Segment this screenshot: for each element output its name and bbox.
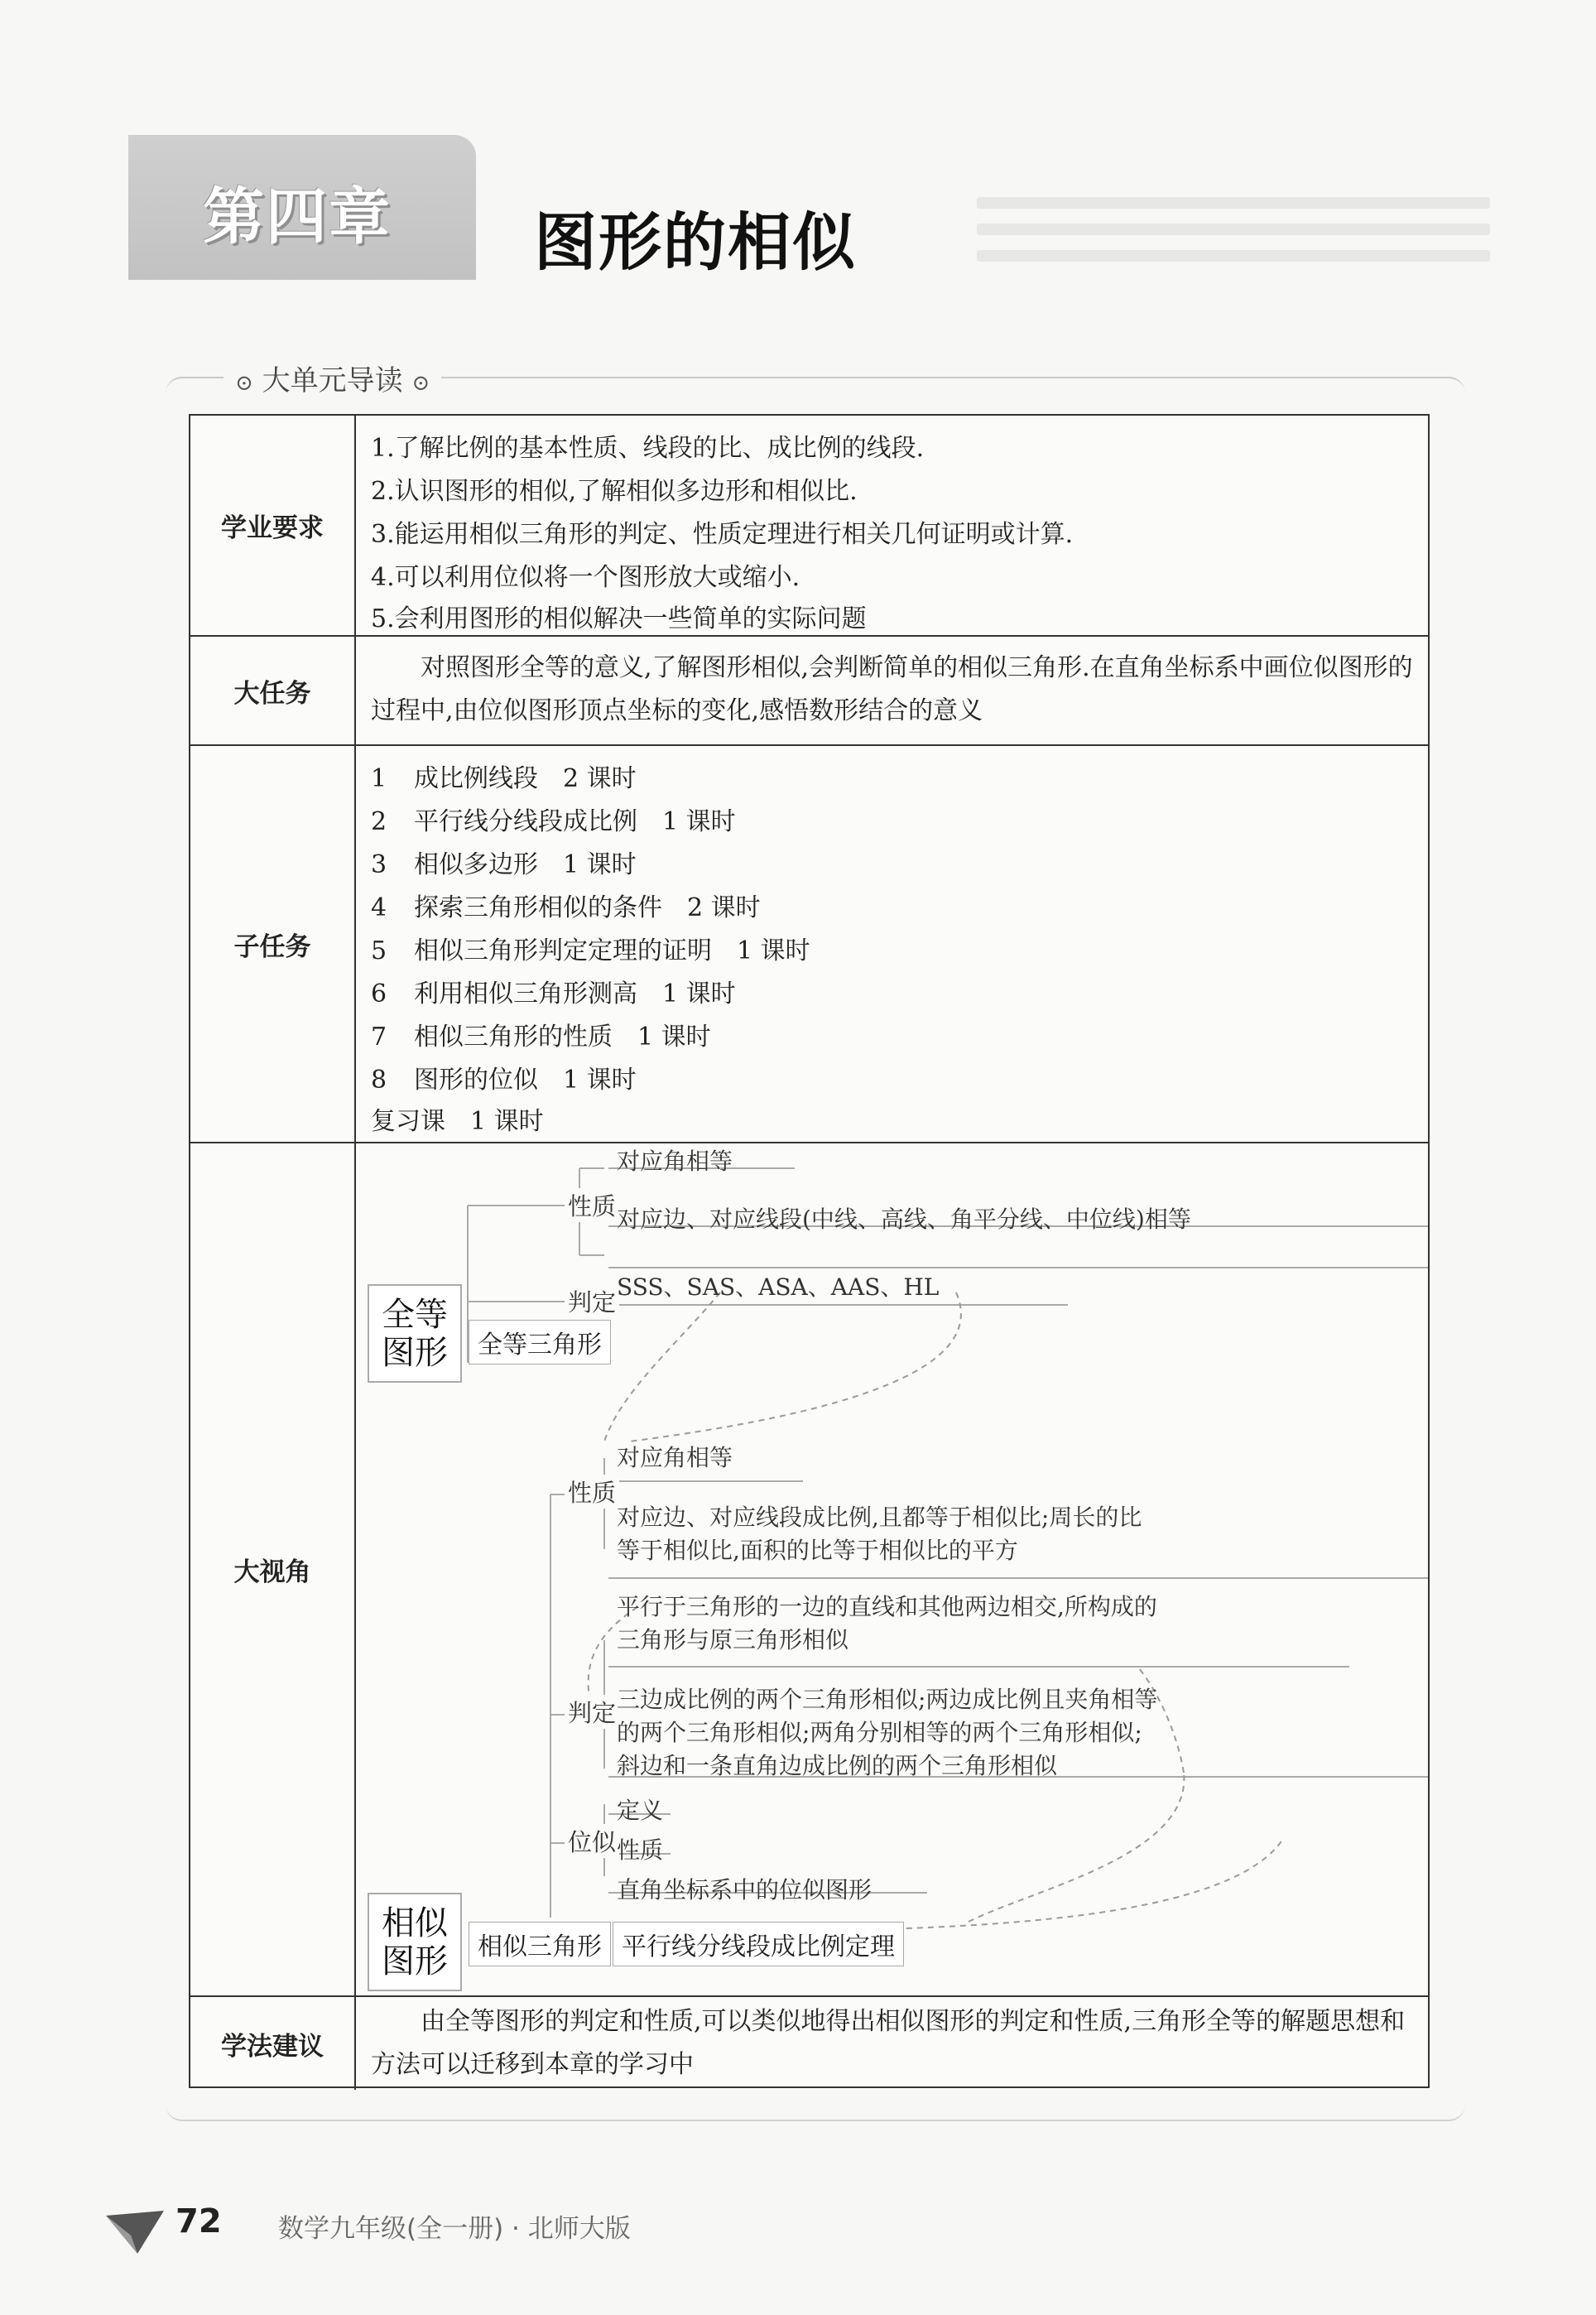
property-label: 性质: [565, 1188, 619, 1222]
chapter-label: 第四章: [203, 181, 392, 253]
row-big-view: [190, 1143, 1428, 1997]
circle-dot-icon: ⊙: [235, 371, 253, 396]
subtask-item: 3 相似多边形 1 课时: [371, 850, 637, 879]
mind-map-canvas: [356, 1143, 1428, 1995]
big-task-content: [371, 637, 1413, 744]
mind-map: [356, 1143, 1428, 1995]
requirements-list: [371, 416, 1413, 635]
subtask-item: 4 探索三角形相似的条件 2 课时: [371, 893, 761, 922]
subtask-review: 复习课 1 课时: [371, 1107, 544, 1136]
guide-heading-text: 大单元导读: [262, 364, 403, 397]
requirement-item: 4.可以利用位似将一个图形放大或缩小.: [371, 563, 800, 592]
chapter-tab: [128, 135, 476, 280]
page-number: 72: [175, 2202, 222, 2240]
requirement-item: 2.认识图形的相似,了解相似多边形和相似比.: [371, 477, 858, 506]
unit-guide-table: [189, 414, 1430, 2088]
judge-label: 判定: [565, 1695, 619, 1729]
faint-background-text: [977, 182, 1490, 298]
row-label: 学法建议: [190, 1997, 356, 2090]
congruent-property-item: 对应边、对应线段(中线、高线、角平分线、中位线)相等: [617, 1206, 1191, 1233]
subtask-item: 1 成比例线段 2 课时: [371, 764, 637, 793]
similar-property-item: 等于相似比,面积的比等于相似比的平方: [617, 1537, 1018, 1564]
similar-figure-box: 相似图形: [368, 1893, 462, 1991]
row-big-task: [190, 637, 1428, 746]
similar-triangle-box: 相似三角形: [469, 1922, 611, 1966]
guide-heading: [224, 358, 441, 398]
requirement-item: 1.了解比例的基本性质、线段的比、成比例的线段.: [371, 434, 925, 463]
book-title: 数学九年级(全一册) · 北师大版: [278, 2214, 631, 2244]
row-requirements: [190, 416, 1428, 637]
subtasks-list: [371, 746, 1413, 1142]
similar-judge-item: 平行于三角形的一边的直线和其他两边相交,所构成的: [617, 1593, 1157, 1620]
subtask-item: 8 图形的位似 1 课时: [371, 1066, 637, 1095]
row-label: 学业要求: [190, 416, 356, 635]
study-advice-text: 由全等图形的判定和性质,可以类似地得出相似图形的判定和性质,三角形全等的解题思想和方法可以迁移到本章的学习中: [371, 2007, 1406, 2079]
subtask-item: 5 相似三角形判定定理的证明 1 课时: [371, 936, 810, 965]
homothety-item: 定义: [617, 1797, 664, 1824]
homothety-item: 直角坐标系中的位似图形: [617, 1876, 873, 1903]
requirement-item: 5.会利用图形的相似解决一些简单的实际问题: [371, 604, 867, 633]
congruent-triangle-box: 全等三角形: [469, 1320, 611, 1364]
property-label: 性质: [565, 1475, 619, 1509]
congruent-property-item: 对应角相等: [617, 1148, 733, 1175]
similar-property-item: 对应角相等: [617, 1444, 733, 1471]
parallel-theorem-box: 平行线分线段成比例定理: [613, 1922, 904, 1966]
homothety-label: 位似: [565, 1824, 619, 1858]
circle-dot-icon: ⊙: [411, 371, 430, 396]
judge-label: 判定: [565, 1284, 619, 1318]
similar-judge-item: 三边成比例的两个三角形相似;两边成比例且夹角相等: [617, 1686, 1158, 1713]
row-subtasks: [190, 746, 1428, 1143]
similar-property-item: 对应边、对应线段成比例,且都等于相似比;周长的比: [617, 1504, 1142, 1531]
row-label: 大任务: [190, 637, 356, 744]
row-label: 大视角: [190, 1143, 356, 1995]
row-label: 子任务: [190, 746, 356, 1142]
similar-judge-item: 三角形与原三角形相似: [617, 1626, 849, 1653]
paper-plane-icon: [106, 2211, 164, 2254]
congruent-judge-item: SSS、SAS、ASA、AAS、HL: [617, 1273, 940, 1301]
congruent-figure-box: 全等图形: [368, 1284, 462, 1383]
study-advice-content: [371, 1997, 1413, 2090]
chapter-title: 图形的相似: [534, 205, 857, 279]
homothety-item: 性质: [617, 1836, 664, 1864]
similar-judge-item: 斜边和一条直角边成比例的两个三角形相似: [617, 1752, 1058, 1779]
requirement-item: 3.能运用相似三角形的判定、性质定理进行相关几何证明或计算.: [371, 520, 1074, 549]
row-study-advice: [190, 1997, 1428, 2090]
big-task-text: 对照图形全等的意义,了解图形相似,会判断简单的相似三角形.在直角坐标系中画位似图形的过程中,由位似图形顶点坐标的变化,感悟数形结合的意义: [371, 653, 1413, 725]
subtask-item: 6 利用相似三角形测高 1 课时: [371, 979, 736, 1008]
subtask-item: 7 相似三角形的性质 1 课时: [371, 1023, 711, 1052]
similar-judge-item: 的两个三角形相似;两角分别相等的两个三角形相似;: [617, 1719, 1142, 1746]
subtask-item: 2 平行线分线段成比例 1 课时: [371, 807, 736, 836]
bottom-divider: [166, 2103, 1465, 2121]
